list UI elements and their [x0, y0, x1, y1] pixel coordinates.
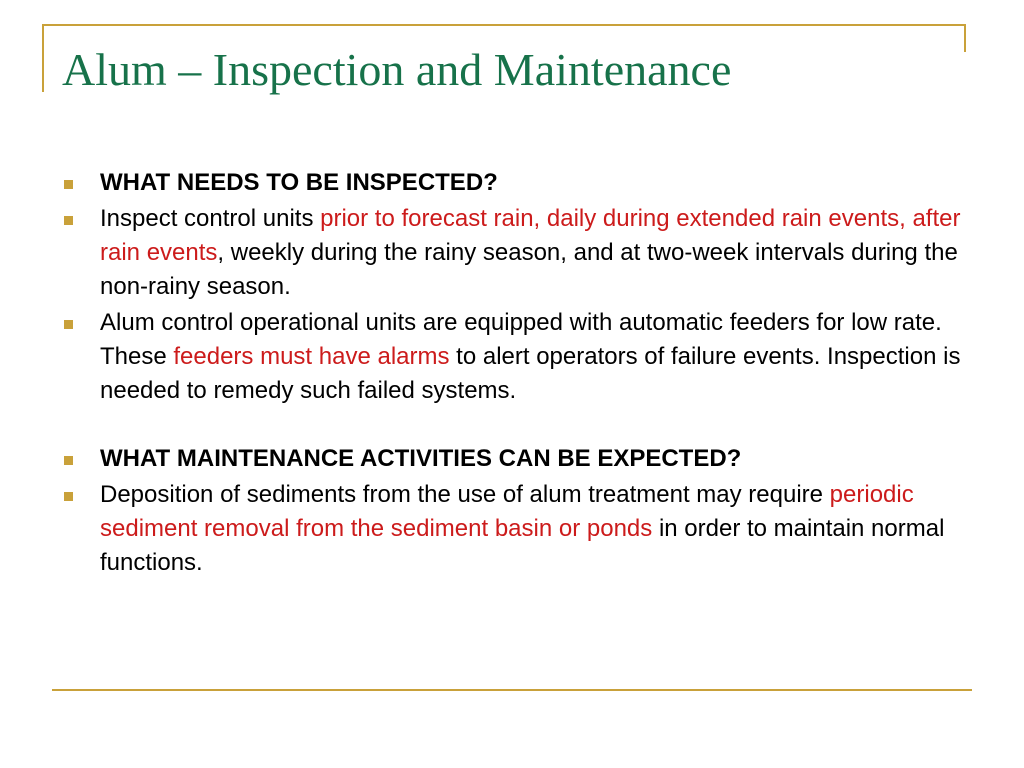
section-heading: WHAT MAINTENANCE ACTIVITIES CAN BE EXPECTED?	[100, 445, 742, 472]
text-segment: in order to maintain normal functions.	[100, 515, 945, 576]
square-bullet-icon	[64, 492, 73, 501]
text-segment: Deposition of sediments from the use of alum treatment may require	[100, 481, 830, 508]
highlighted-text-segment: periodic sediment removal from the sediment basin or ponds	[100, 481, 914, 542]
bullet-item-inspect-heading	[62, 166, 962, 200]
bullet-item-sediment	[62, 478, 962, 580]
slide-title: Alum – Inspection and Maintenance	[62, 44, 732, 95]
frame-top-rule	[42, 24, 966, 26]
square-bullet-icon	[64, 216, 73, 225]
bullet-list	[62, 166, 962, 582]
bullet-item-inspect-schedule	[62, 202, 962, 304]
bullet-item-maintenance-heading	[62, 442, 962, 476]
text-segment: , weekly during the rainy season, and at two-week intervals during the non-rainy season.	[100, 239, 958, 300]
square-bullet-icon	[64, 320, 73, 329]
highlighted-text-segment: prior to forecast rain, daily during extended rain events, after rain events	[100, 205, 961, 266]
square-bullet-icon	[64, 180, 73, 189]
text-segment: to alert operators of failure events. Inspection is needed to remedy such failed systems.	[100, 343, 961, 404]
text-segment: Alum control operational units are equipped with automatic feeders for low rate. These	[100, 309, 942, 370]
bullet-item-feeders	[62, 306, 962, 408]
frame-right-rule	[964, 24, 966, 52]
frame-left-rule	[42, 24, 44, 92]
frame-bottom-rule	[52, 689, 972, 691]
text-segment: Inspect control units	[100, 205, 321, 232]
highlighted-text-segment: feeders must have alarms	[173, 343, 450, 370]
section-heading: WHAT NEEDS TO BE INSPECTED?	[100, 169, 498, 196]
square-bullet-icon	[64, 456, 73, 465]
